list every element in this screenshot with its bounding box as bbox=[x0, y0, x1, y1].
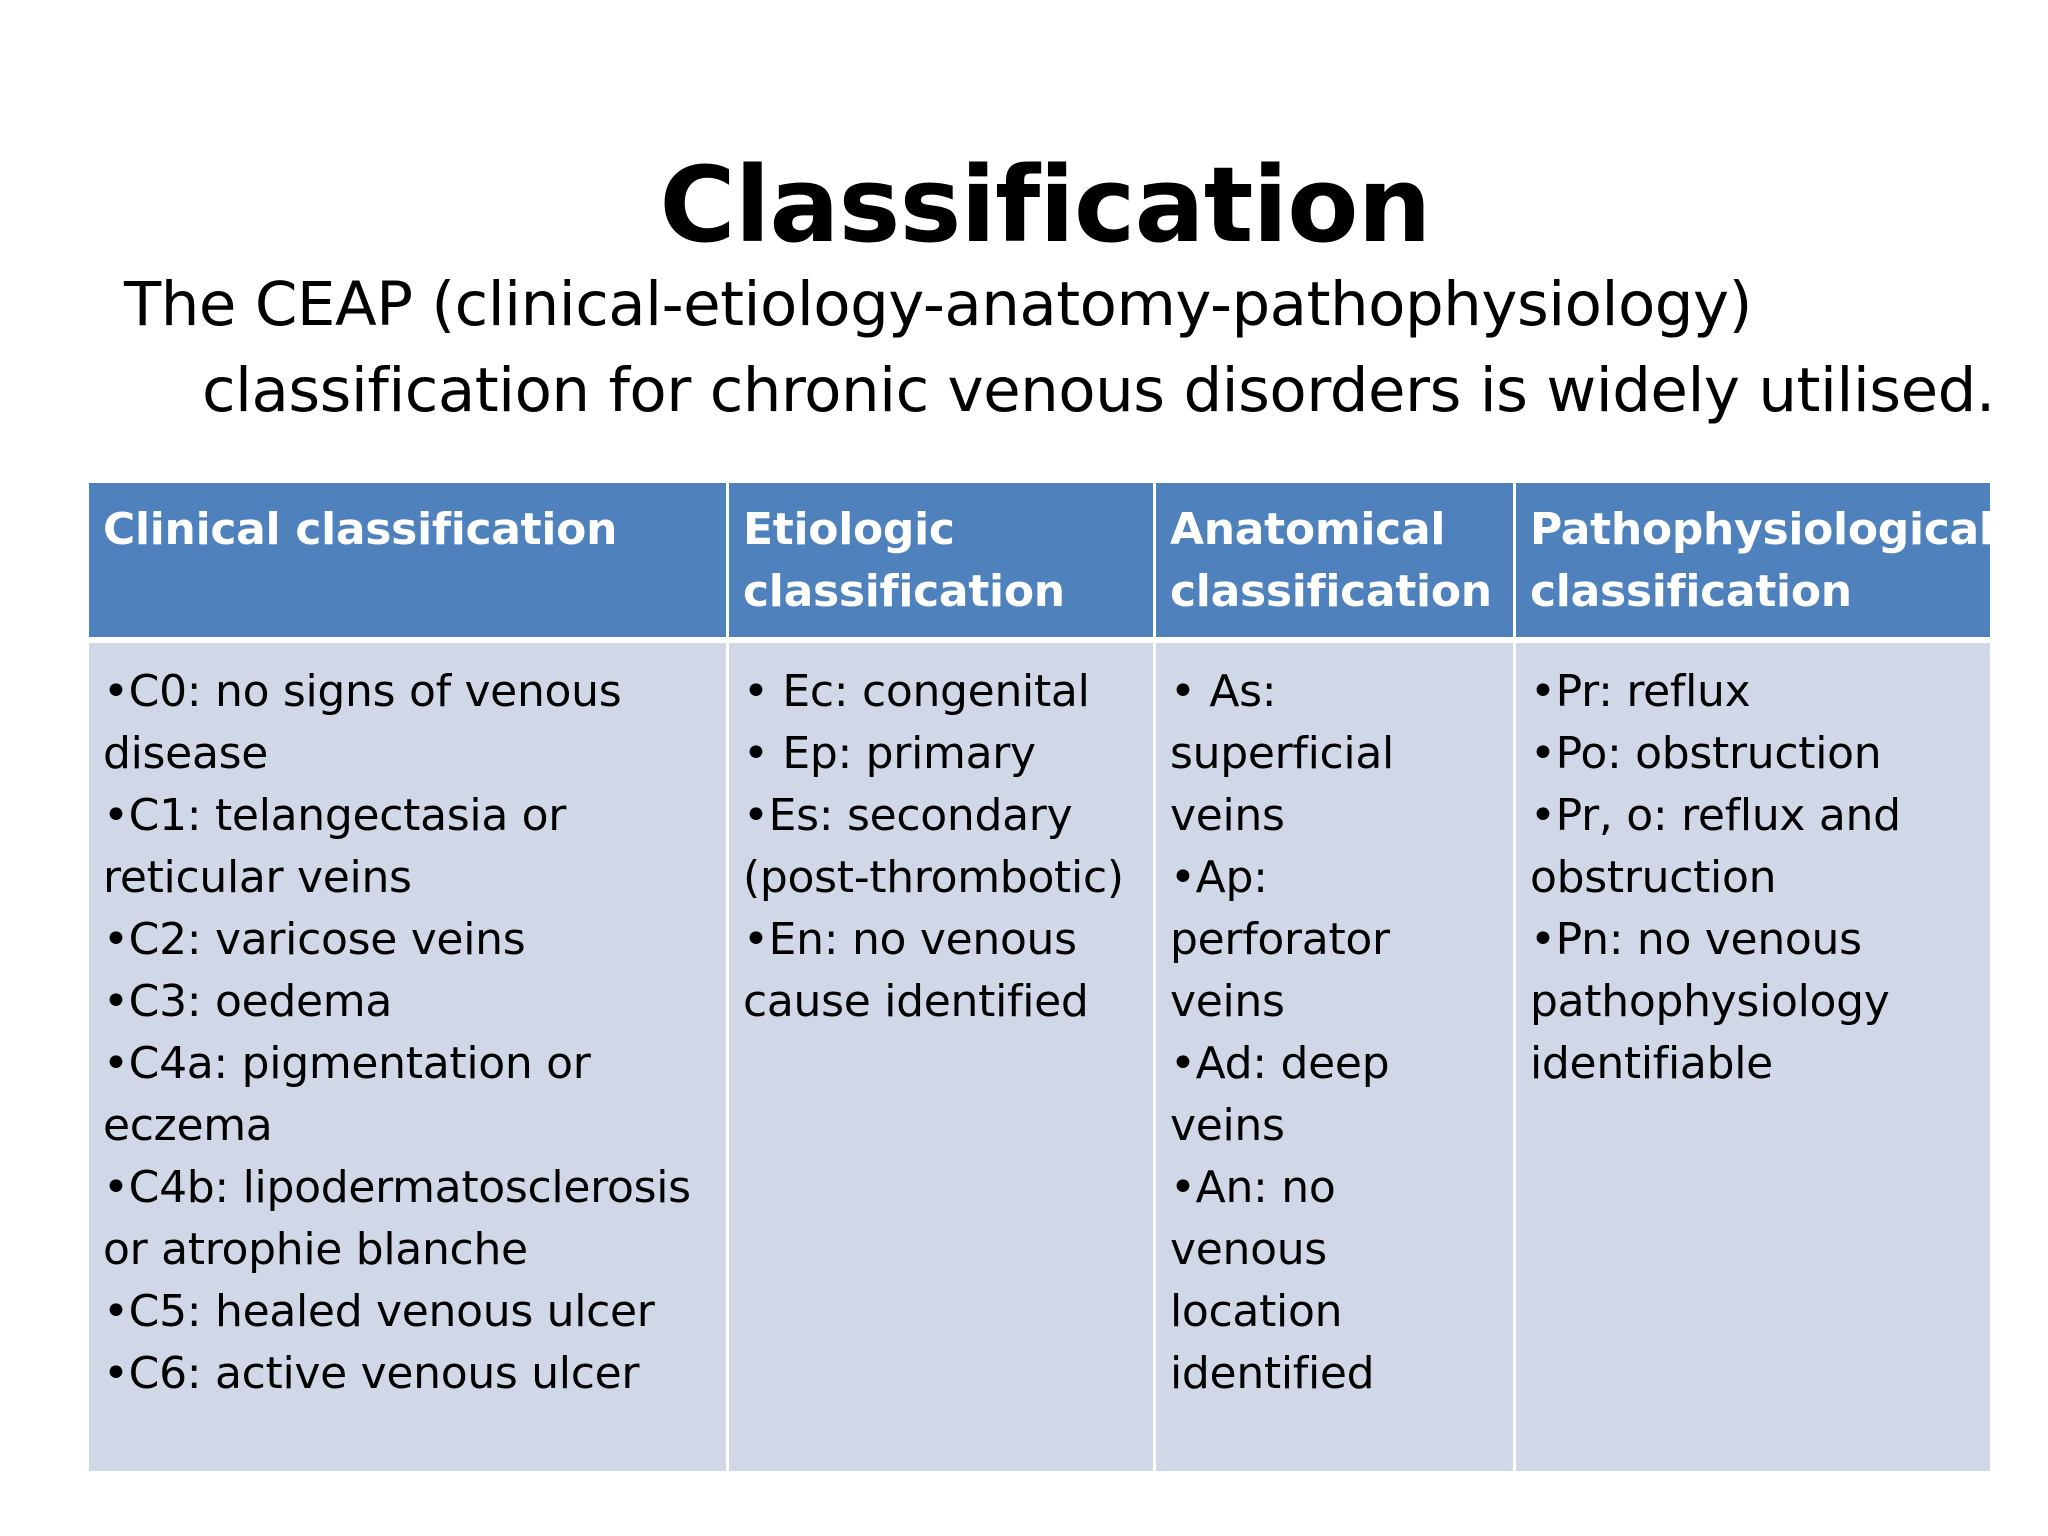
table-header-row bbox=[88, 482, 1992, 641]
list-item-c1: •C1: telangectasia or reticular veins bbox=[103, 790, 567, 903]
list-item-pro: •Pr, o: reflux and obstruction bbox=[1530, 790, 1901, 903]
list-item-ad: •Ad: deep veins bbox=[1170, 1038, 1390, 1151]
intro-text bbox=[124, 262, 1995, 434]
list-item-po: •Po: obstruction bbox=[1530, 728, 1882, 779]
list-item-pn: •Pn: no venous pathophysiology identifiable bbox=[1530, 914, 1890, 1089]
list-item-pr: •Pr: reflux bbox=[1530, 666, 1751, 717]
intro-line-2: classification for chronic venous disorders is widely utilised. bbox=[202, 355, 1995, 426]
list-item-c0: •C0: no signs of venous disease bbox=[103, 666, 622, 779]
list-item-an: •An: no venous location identified bbox=[1170, 1162, 1375, 1399]
list-item-en: •En: no venous cause identified bbox=[743, 914, 1089, 1027]
list-item-c6: •C6: active venous ulcer bbox=[103, 1348, 640, 1399]
slide-title: Classification bbox=[659, 143, 1431, 266]
header-clinical-classification: Clinical classification bbox=[88, 482, 728, 641]
header-anatomical-classification: Anatomical classification bbox=[1155, 482, 1515, 641]
list-item-c3: •C3: oedema bbox=[103, 976, 392, 1027]
ceap-classification-table bbox=[86, 480, 1993, 1474]
list-item-es: •Es: secondary (post-thrombotic) bbox=[743, 790, 1124, 903]
list-item-c4a: •C4a: pigmentation or eczema bbox=[103, 1038, 591, 1151]
list-item-ap: •Ap: perforator veins bbox=[1170, 852, 1390, 1027]
table-row bbox=[88, 640, 1992, 1473]
list-item-ec: • Ec: congenital bbox=[743, 666, 1090, 717]
cell-clinical-classification bbox=[88, 640, 728, 1473]
header-pathophysiological-classification: Pathophysiological classification bbox=[1515, 482, 1992, 641]
list-item-c5: •C5: healed venous ulcer bbox=[103, 1286, 655, 1337]
list-item-ep: • Ep: primary bbox=[743, 728, 1036, 779]
list-item-c4b: •C4b: lipodermatosclerosis or atrophie blanche bbox=[103, 1162, 691, 1275]
header-etiologic-classification: Etiologic classification bbox=[728, 482, 1155, 641]
intro-line-1: The CEAP (clinical-etiology-anatomy-pathophysiology) bbox=[124, 269, 1752, 340]
list-item-c2: •C2: varicose veins bbox=[103, 914, 526, 965]
cell-pathophysiological-classification bbox=[1515, 640, 1992, 1473]
cell-anatomical-classification bbox=[1155, 640, 1515, 1473]
cell-etiologic-classification bbox=[728, 640, 1155, 1473]
list-item-as: • As: superficial veins bbox=[1170, 666, 1394, 841]
